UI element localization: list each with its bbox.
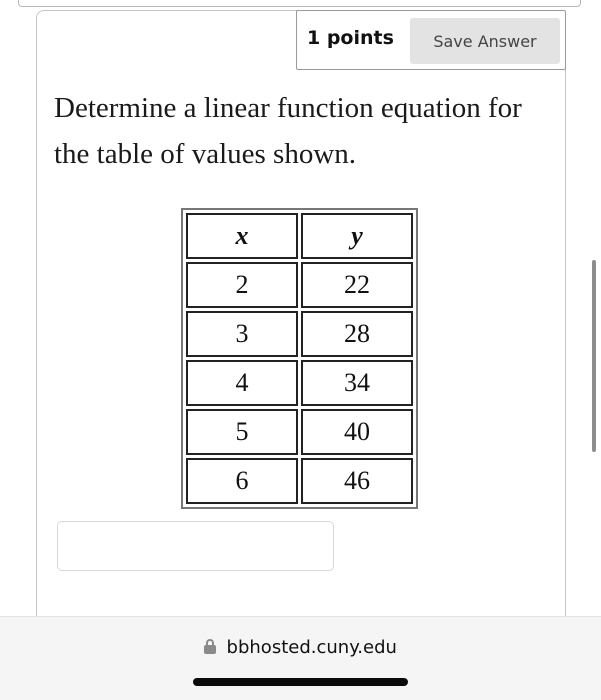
table-row [186,409,413,455]
question-text: Determine a linear function equation for the table of values shown. [54,92,522,170]
save-answer-button[interactable]: Save Answer [410,18,560,64]
cell-x: 4 [186,360,298,406]
home-indicator[interactable] [193,678,408,686]
header-y: y [301,213,413,259]
cell-x: 2 [186,262,298,308]
table-row [186,262,413,308]
url-text: bbhosted.cuny.edu [226,637,397,658]
cell-x: 6 [186,458,298,504]
cell-y: 40 [301,409,413,455]
cell-y: 34 [301,360,413,406]
table-row [186,360,413,406]
previous-question-card [18,0,581,7]
lock-icon [204,639,216,654]
cell-y: 28 [301,311,413,357]
table-header-row [186,213,413,259]
table-row [186,311,413,357]
points-label: 1 points [307,27,394,49]
address-bar[interactable] [0,637,601,658]
cell-y: 22 [301,262,413,308]
values-table [181,208,418,509]
cell-y: 46 [301,458,413,504]
question-header [296,10,566,70]
header-x: x [186,213,298,259]
answer-input[interactable] [57,521,334,571]
cell-x: 5 [186,409,298,455]
cell-x: 3 [186,311,298,357]
scrollbar-thumb[interactable] [592,260,596,452]
table-row [186,458,413,504]
browser-bottom-bar [0,616,601,700]
